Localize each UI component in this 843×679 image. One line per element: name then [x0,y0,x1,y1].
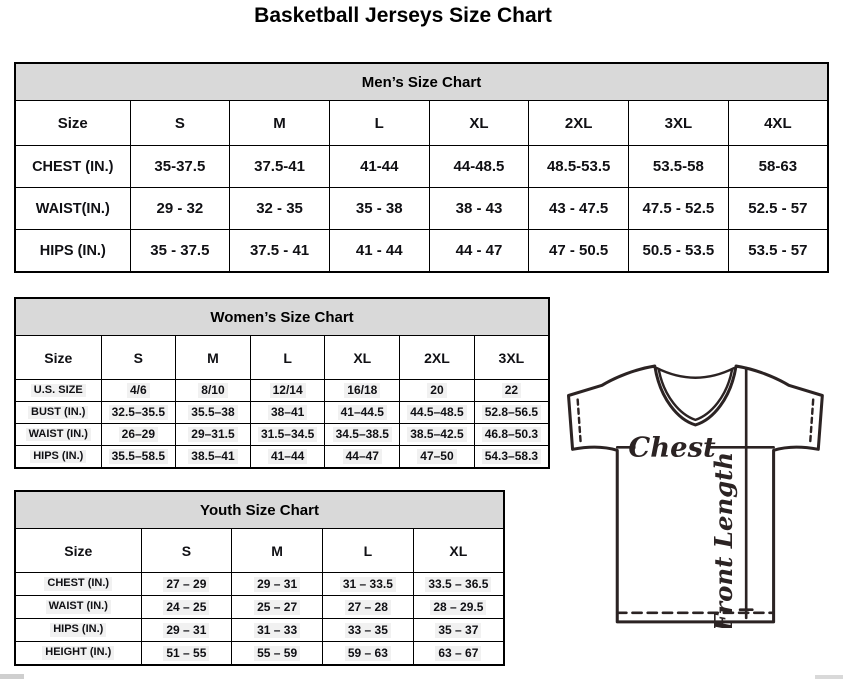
value-text: 38.5–41 [188,449,237,464]
table-row [15,402,549,424]
column-header: S [130,101,230,146]
value-text: 44–47 [343,449,382,464]
value-cell [232,642,323,666]
value-text: 38–41 [268,405,307,420]
table-row [15,619,504,642]
value-text: 27 – 29 [163,577,209,592]
label-text: WAIST (IN.) [46,600,111,614]
value-cell: 50.5 - 53.5 [629,230,729,273]
value-text: 47–50 [417,449,456,464]
column-header: L [323,529,414,573]
column-header: 3XL [474,336,549,380]
jersey-outline-drawing [558,362,843,628]
column-header: 2XL [400,336,475,380]
value-cell [141,619,232,642]
value-cell [474,402,549,424]
size-header: Size [15,101,130,146]
header-row [15,529,504,573]
value-text: 52.8–56.5 [482,405,541,420]
value-cell [325,446,400,469]
row-label [15,380,101,402]
value-cell: 38 - 43 [429,188,529,230]
value-cell [250,446,325,469]
value-cell: 35 - 37.5 [130,230,230,273]
size-header: Size [15,529,141,573]
value-cell: 44 - 47 [429,230,529,273]
column-header: 4XL [728,101,828,146]
value-text: 25 – 27 [254,600,300,615]
row-label [15,642,141,666]
value-cell [250,402,325,424]
value-text: 41–44 [268,449,307,464]
value-text: 29 – 31 [254,577,300,592]
value-cell [325,402,400,424]
size-table [14,297,550,469]
value-cell [232,573,323,596]
value-cell [101,424,176,446]
value-text: 46.8–50.3 [482,427,541,442]
row-label [15,619,141,642]
label-text: HIPS (IN.) [50,623,106,637]
value-cell: 47 - 50.5 [529,230,629,273]
value-cell [176,424,251,446]
row-label [15,573,141,596]
value-cell [250,424,325,446]
label-text: CHEST (IN.) [44,577,112,591]
value-text: 12/14 [270,383,306,398]
value-cell [474,424,549,446]
table-row [15,446,549,469]
value-text: 24 – 25 [163,600,209,615]
value-cell [176,446,251,469]
table-row [15,380,549,402]
value-cell [232,619,323,642]
value-text: 35.5–38 [188,405,237,420]
table-title: Women’s Size Chart [15,298,549,336]
table-row [15,424,549,446]
value-cell [474,380,549,402]
value-cell [413,573,504,596]
table-row [15,573,504,596]
value-cell [101,402,176,424]
value-text: 26–29 [119,427,158,442]
table-row [15,146,828,188]
label-text: WAIST (IN.) [26,428,91,442]
value-text: 31 – 33.5 [340,577,396,592]
label-text: BUST (IN.) [28,406,88,420]
value-text: 63 – 67 [435,646,481,661]
value-text: 44.5–48.5 [407,405,466,420]
youth-size-chart [14,490,505,666]
value-text: 28 – 29.5 [430,600,486,615]
value-text: 29–31.5 [188,427,237,442]
label-text: HEIGHT (IN.) [42,646,114,660]
value-cell [413,619,504,642]
value-cell [176,402,251,424]
row-label [15,424,101,446]
value-text: 38.5–42.5 [407,427,466,442]
scrollbar-fragment-left [0,674,24,679]
value-cell: 52.5 - 57 [728,188,828,230]
value-text: 31.5–34.5 [258,427,317,442]
value-text: 33.5 – 36.5 [425,577,491,592]
value-cell [474,446,549,469]
value-cell [413,642,504,666]
page-title: Basketball Jerseys Size Chart [254,4,552,27]
value-text: 29 – 31 [163,623,209,638]
table-row [15,642,504,666]
value-cell [101,446,176,469]
row-label [15,596,141,619]
value-cell [101,380,176,402]
value-cell: 41-44 [329,146,429,188]
value-text: 55 – 59 [254,646,300,661]
value-cell: 41 - 44 [329,230,429,273]
jersey-measurement-diagram [558,362,843,628]
value-cell: 44-48.5 [429,146,529,188]
value-cell: 37.5-41 [230,146,330,188]
value-cell: 43 - 47.5 [529,188,629,230]
size-header: Size [15,336,101,380]
column-header: L [250,336,325,380]
value-cell: 29 - 32 [130,188,230,230]
column-header: 2XL [529,101,629,146]
value-text: 59 – 63 [345,646,391,661]
column-header: XL [413,529,504,573]
chest-label: Chest [628,431,716,464]
value-text: 4/6 [127,383,150,398]
value-cell: 32 - 35 [230,188,330,230]
header-row [15,336,549,380]
label-text: U.S. SIZE [31,384,86,398]
row-label [15,446,101,469]
value-cell [250,380,325,402]
column-header: S [141,529,232,573]
table-row [15,188,828,230]
value-text: 35 – 37 [435,623,481,638]
table-title: Men’s Size Chart [15,63,828,101]
value-cell: 53.5-58 [629,146,729,188]
value-cell [141,642,232,666]
value-cell: 35-37.5 [130,146,230,188]
value-cell [323,642,414,666]
value-cell: 58-63 [728,146,828,188]
front-length-label: Front Length [708,451,738,628]
value-cell: 47.5 - 52.5 [629,188,729,230]
column-header: M [230,101,330,146]
row-label: WAIST(IN.) [15,188,130,230]
mens-size-chart [14,62,829,273]
column-header: M [176,336,251,380]
row-label: CHEST (IN.) [15,146,130,188]
value-cell [400,402,475,424]
value-text: 41–44.5 [338,405,387,420]
row-label [15,402,101,424]
value-text: 54.3–58.3 [482,449,541,464]
value-cell [413,596,504,619]
value-cell [325,424,400,446]
label-text: HIPS (IN.) [30,450,86,464]
value-text: 22 [502,383,521,398]
value-cell [400,446,475,469]
scrollbar-fragment-right [815,675,843,679]
column-header: 3XL [629,101,729,146]
value-cell [400,424,475,446]
value-cell: 37.5 - 41 [230,230,330,273]
value-cell [323,596,414,619]
value-text: 8/10 [198,383,227,398]
size-table [14,62,829,273]
value-cell [323,619,414,642]
column-header: XL [325,336,400,380]
value-text: 16/18 [344,383,380,398]
value-cell [141,596,232,619]
table-row [15,596,504,619]
column-header: XL [429,101,529,146]
table-row [15,230,828,273]
value-cell: 53.5 - 57 [728,230,828,273]
value-text: 27 – 28 [345,600,391,615]
womens-size-chart [14,297,550,469]
row-label: HIPS (IN.) [15,230,130,273]
column-header: M [232,529,323,573]
value-cell [325,380,400,402]
value-text: 33 – 35 [345,623,391,638]
value-text: 51 – 55 [163,646,209,661]
value-text: 31 – 33 [254,623,300,638]
jersey-body-outline [569,366,823,622]
value-cell [176,380,251,402]
value-text: 32.5–35.5 [109,405,168,420]
collar-back-line [657,368,734,378]
size-table [14,490,505,666]
column-header: S [101,336,176,380]
value-cell [323,573,414,596]
value-cell: 48.5-53.5 [529,146,629,188]
value-cell [141,573,232,596]
header-row [15,101,828,146]
column-header: L [329,101,429,146]
value-cell [232,596,323,619]
value-cell: 35 - 38 [329,188,429,230]
value-text: 20 [427,383,446,398]
value-text: 35.5–58.5 [109,449,168,464]
value-cell [400,380,475,402]
table-title: Youth Size Chart [15,491,504,529]
value-text: 34.5–38.5 [333,427,392,442]
